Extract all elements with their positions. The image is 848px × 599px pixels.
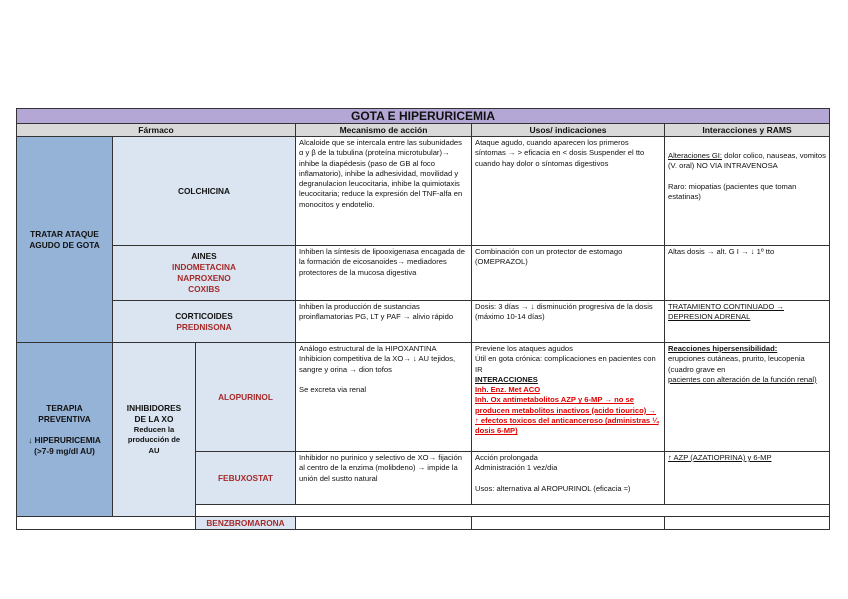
drug-corticoides <box>112 300 296 343</box>
febuxostat-name: FEBUXOSTAT <box>217 472 273 483</box>
aines-name: AINES <box>191 251 217 261</box>
group-ataque-agudo <box>16 136 113 343</box>
febuxostat-usos <box>471 451 665 505</box>
drug-aines <box>112 245 296 301</box>
drug-benzbromarona <box>195 516 296 530</box>
benzbromarona-interacciones <box>664 516 830 530</box>
drug-class-inhibidores-xo <box>112 342 196 517</box>
febuxostat-mecanismo <box>295 451 472 505</box>
colchicina-inter-2: Raro: miopatias (pacientes que toman estatinas) <box>668 181 797 201</box>
colchicina-name: COLCHICINA <box>177 185 231 196</box>
drug-alopurinol <box>195 342 296 452</box>
alopurinol-name: ALOPURINOL <box>218 391 273 402</box>
header-usos: Usos/ indicaciones <box>471 123 665 137</box>
alopurinol-inter-3: pacientes con alteración de la función renal) <box>668 374 817 384</box>
drug-febuxostat <box>195 451 296 505</box>
group-ataque-label: TRATAR ATAQUE AGUDO DE GOTA <box>29 228 100 250</box>
aines-inter-text: Altas dosis → alt. G I → ↓ 1º tto <box>668 247 775 256</box>
febuxostat-usos-2: Administración 1 vez/dia <box>475 463 558 473</box>
aines-mecanismo-text: Inhiben la síntesis de lipooxigenasa encagada de la formación de eicosanoides→ mediadores protectores de la mucosa digestiva <box>299 247 465 277</box>
alopurinol-usos-2: Útil en gota crónica: complicaciones en pacientes con IR <box>475 354 656 374</box>
febuxostat-usos-3: Usos: alternativa al AROPURINOL (eficacia ≈) <box>475 483 631 493</box>
aines-interacciones <box>664 245 830 301</box>
alopurinol-usos-4: Inh. Enz. Met ACO <box>475 385 541 395</box>
preventiva-label-1: TERAPIA PREVENTIVA <box>38 402 91 424</box>
alopurinol-mec-2: Inhibicion competitiva de la XO→ ↓ AU tejidos, sangre y orina → dion tofos <box>299 354 456 374</box>
alopurinol-usos-5: Inh. Ox antimetabolitos AZP y 6-MP → no se producen metabolitos inactivos (acido tiourico) → ↑ efectos toxicos del anticanceroso (administras ¼ dosis 6-MP) <box>475 395 659 436</box>
inhibidores-name-2: DE LA XO <box>134 413 174 424</box>
inhibidores-sub: Reducen la producción de AU <box>127 424 181 455</box>
corticoides-interacciones <box>664 300 830 343</box>
alopurinol-mecanismo <box>295 342 472 452</box>
febuxostat-inter-text: ↑ AZP (AZATIOPRINA) y 6-MP <box>668 453 772 462</box>
aines-usos-text: Combinación con un protector de estomago (OMEPRAZOL) <box>475 247 623 267</box>
corticoides-usos-text: Dosis: 3 días → ↓ disminución progresiva de la dosis (máximo 10-14 días) <box>475 302 653 322</box>
alopurinol-interacciones <box>664 342 830 452</box>
preventiva-label-2: ↓ HIPERURICEMIA <box>28 434 101 445</box>
preventiva-label-3: (>7-9 mg/dl AU) <box>34 445 95 456</box>
aines-drug-3: COXIBS <box>188 284 220 294</box>
febuxostat-interacciones <box>664 451 830 505</box>
colchicina-interacciones <box>664 136 830 246</box>
header-mecanismo: Mecanismo de acción <box>295 123 472 137</box>
colchicina-mecanismo <box>295 136 472 246</box>
colchicina-usos <box>471 136 665 246</box>
alopurinol-inter-1: Reacciones hipersensibilidad: <box>668 344 778 353</box>
corticoides-mecanismo <box>295 300 472 343</box>
benzbromarona-empty-left <box>16 516 196 530</box>
table-title <box>16 108 830 124</box>
benzbromarona-mecanismo <box>295 516 472 530</box>
febuxostat-mecanismo-text: Inhibidor no purinico y selectivo de XO→ fijación al centro de la enzima (molibdeno) → impide la unión del sustto natural <box>299 453 462 483</box>
aines-usos <box>471 245 665 301</box>
alopurinol-usos-1: Previene los ataques agudos <box>475 344 573 353</box>
aines-drug-1: INDOMETACINA <box>172 262 236 272</box>
colchicina-usos-text: Ataque agudo, cuando aparecen los primeros síntomas → > eficacia en < dosis Suspender el tto cuando hay dolor o síntomas digestivos <box>475 138 645 168</box>
colchicina-inter-u: Alteraciones GI: <box>668 151 723 160</box>
colchicina-inter-1: dolor colico, nauseas, vomitos (V. oral) NO VIA INTRAVENOSA <box>668 151 826 171</box>
benzbromarona-name: BENZBROMARONA <box>206 518 285 528</box>
aines-mecanismo <box>295 245 472 301</box>
alopurinol-usos <box>471 342 665 452</box>
alopurinol-mec-1: Análogo estructural de la HIPOXANTINA <box>299 344 437 353</box>
group-terapia-preventiva <box>16 342 113 517</box>
alopurinol-mec-3: Se excreta via renal <box>299 384 367 394</box>
corticoides-inter-text: TRATAMIENTO CONTINUADO → DEPRESION ADRENAL <box>668 302 785 322</box>
alopurinol-usos-3: INTERACCIONES <box>475 374 538 384</box>
corticoides-name: CORTICOIDES <box>175 310 233 321</box>
header-farmaco: Fármaco <box>16 123 296 137</box>
febuxostat-usos-1: Acción prolongada <box>475 453 538 462</box>
title-text: GOTA E HIPERURICEMIA <box>350 109 495 123</box>
corticoides-usos <box>471 300 665 343</box>
corticoides-mecanismo-text: Inhiben la producción de sustancias proinflamatorias PG, LT y PAF → alivio rápido <box>299 302 454 322</box>
benzbromarona-usos <box>471 516 665 530</box>
header-interacciones: Interacciones y RAMS <box>664 123 830 137</box>
corticoides-drug: PREDNISONA <box>176 321 232 332</box>
colchicina-mecanismo-text: Alcaloide que se intercala entre las subunidades α y β de la tubulina (proteína microtubular)→ inhibe la diapédesis (paso de GB al foco inflamatorio), inhibe la adhesividad, movilidad y degranulacion leucocitaria, inhibe la quimiotaxis leucocitaria; reduce la expresión del TNF-alfa en monocitos y endotelio. <box>299 138 463 209</box>
drug-colchicina <box>112 136 296 246</box>
inhibidores-name-1: INHIBIDORES <box>126 402 182 413</box>
aines-drug-2: NAPROXENO <box>177 273 231 283</box>
alopurinol-inter-2: erupciones cutáneas, prurito, leucopenia (cuadro grave en <box>668 354 805 374</box>
